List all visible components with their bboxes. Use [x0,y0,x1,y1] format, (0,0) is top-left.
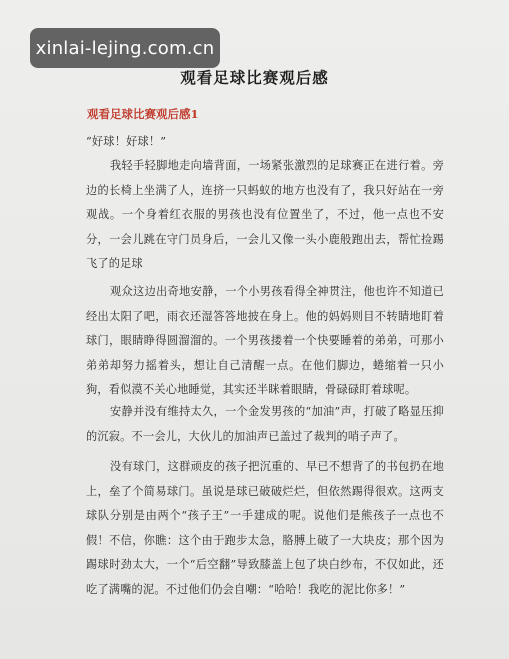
paragraph-5: 没有球门，这群顽皮的孩子把沉重的、早已不想背了的书包扔在地上，垒了个简易球门。虽说是球已破破烂烂，但依然踢得很欢。这两支球队分别是由两个“孩子王”一手建成的呢。说他们是熊孩子一点也不假！不信，你瞧：这个由于跑步太急，胳膊上破了一大块皮；那个因为踢球时劲太大，一个“后空翻”导致膝盖上包了块白纱布，不仅如此，还吃了满嘴的泥。不过他们仍会自嘲：“哈哈！我吃的泥比你多！” [86,460,444,596]
paragraph-4: 安静并没有维持太久，一个金发男孩的“加油”声，打破了略显压抑的沉寂。不一会儿，大伙儿的加油声已盖过了裁判的哨子声了。 [86,405,444,443]
section-title: 观看足球比赛观后感1 [87,107,199,121]
paragraph-3: 观众这边出奇地安静，一个小男孩看得全神贯注，他也许不知道已经出太阳了吧，雨衣还湿答答地披在身上。他的妈妈则目不转睛地盯着球门，眼睛睁得圆溜溜的。一个男孩搂着一个快要睡着的弟弟，可那小弟弟却努力摇着头，想让自己清醒一点。在他们脚边，蜷缩着一只小狗，看似漠不关心地睡觉，其实还半眯着眼睛，骨碌碌盯着球呢。 [86,285,444,397]
watermark: xinlai-lejing.com.cn [30,28,220,68]
document-title: 观看足球比赛观后感 [180,69,329,87]
paragraph-2: 我轻手轻脚地走向墙背面，一场紧张激烈的足球赛正在进行着。旁边的长椅上坐满了人，连挤一只蚂蚁的地方也没有了，我只好站在一旁观战。一个身着红衣服的男孩也没有位置坐了，不过，他一点也不安分，一会儿跳在守门员身后，一会儿又像一头小鹿般跑出去，帮忙捡踢飞了的足球 [86,159,444,271]
paragraph-1: “好球！好球！” [86,135,167,148]
